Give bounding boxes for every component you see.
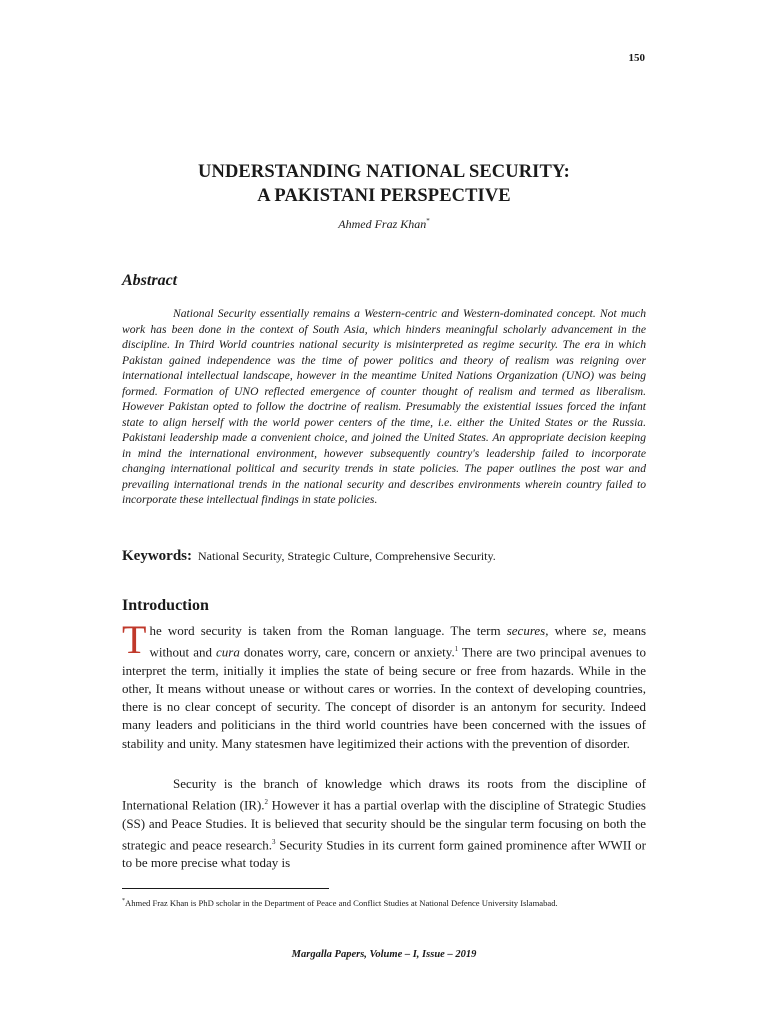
para2-text-c: Security Studies in its current form gained prominence after WWII or to be more precise what today is [122,837,646,871]
term-cura: cura [216,644,240,660]
keywords-label: Keywords: [122,548,192,564]
para1-text-d: donates worry, care, concern or anxiety. [239,644,455,660]
footnote-ref-1[interactable]: 1 [454,645,459,654]
para2-text-a: Security is the branch of knowledge which draws its roots from the discipline of International Relation (IR). [122,776,646,813]
title-line-1: UNDERSTANDING NATIONAL SECURITY: [198,162,570,182]
journal-footer: Margalla Papers, Volume – I, Issue – 2019 [291,949,477,960]
footnote-ref-2[interactable]: 2 [264,798,269,807]
para1-text-a: he word security is taken from the Roman language. The term [149,623,507,638]
author-name: Ahmed Fraz Khan [338,217,427,231]
drop-cap: T [122,617,147,662]
footnote [122,896,646,909]
author-line [0,217,768,232]
footnote-ref-3[interactable]: 3 [272,837,276,846]
keywords-line [122,548,646,565]
abstract-heading: Abstract [122,272,178,289]
footnote-text: Ahmed Fraz Khan is PhD scholar in the Department of Peace and Conflict Studies at National Defence University Islamabad. [125,897,558,908]
para1-text-c: means without and [149,623,646,660]
paper-title [0,160,768,208]
introduction-heading: Introduction [122,597,209,614]
para1-text-b: where [548,623,593,638]
term-se: se, [592,623,607,638]
title-line-2: A PAKISTANI PERSPECTIVE [257,186,511,206]
abstract-text: National Security essentially remains a Western-centric and Western-dominated concept. Not much work has been done in the context of South Asia, which hinders meaningful scholarly advancement in the discipline. In Third World countries national security is misinterpreted as regime security. The era in which Pakistan gained independence was the time of power politics and theory of realism was reigning over international intellectual landscape, however in the meantime United Nations Organization (UNO) was being formed. Formation of UNO reflected emergence of counter thought of realism and termed as liberalism. However Pakistan opted to follow the doctrine of realism. Presumably the existential issues forced the infant state to align herself with the world power centers of the time, i.e. either the United States or the Russia. Pakistani leadership made a convenient choice, and joined the United States. An appropriate decision keeping in mind the international environment, however subsequently country's leadership failed to incorporate changing international political and security trends in state policies. The paper outlines the post war and prevailing international trends in the national security and describes environments wherein country failed to incorporate these intellectual findings in state policies. [122,307,646,506]
footnote-divider [122,888,329,889]
para2-text-b: However it has a partial overlap with the discipline of Strategic Studies (SS) and Peace Studies. It is believed that security should be the singular term focusing on both the strategic and peace research. [122,797,646,853]
introduction-paragraph-2 [122,775,646,873]
term-secures: secures, [506,623,549,638]
page-number: 150 [628,52,645,64]
introduction-paragraph-1 [122,617,646,753]
para1-text-e: There are two principal avenues to interpret the term, initially it implies the state of being secure or free from hazards. While in the other, It means without unease or without cares or worries. In the context of developing countries, there is no clear concept of security. The concept of disorder is an antonym for security. Indeed many leaders and politicians in the third world countries have been concerned with the issues of stability and unity. Many statesmen have legitimized their actions with the prevention of disorder. [122,644,646,751]
footnote-marker: * [122,898,125,904]
author-footnote-marker: * [426,217,430,225]
keywords-text: National Security, Strategic Culture, Comprehensive Security. [198,549,496,563]
